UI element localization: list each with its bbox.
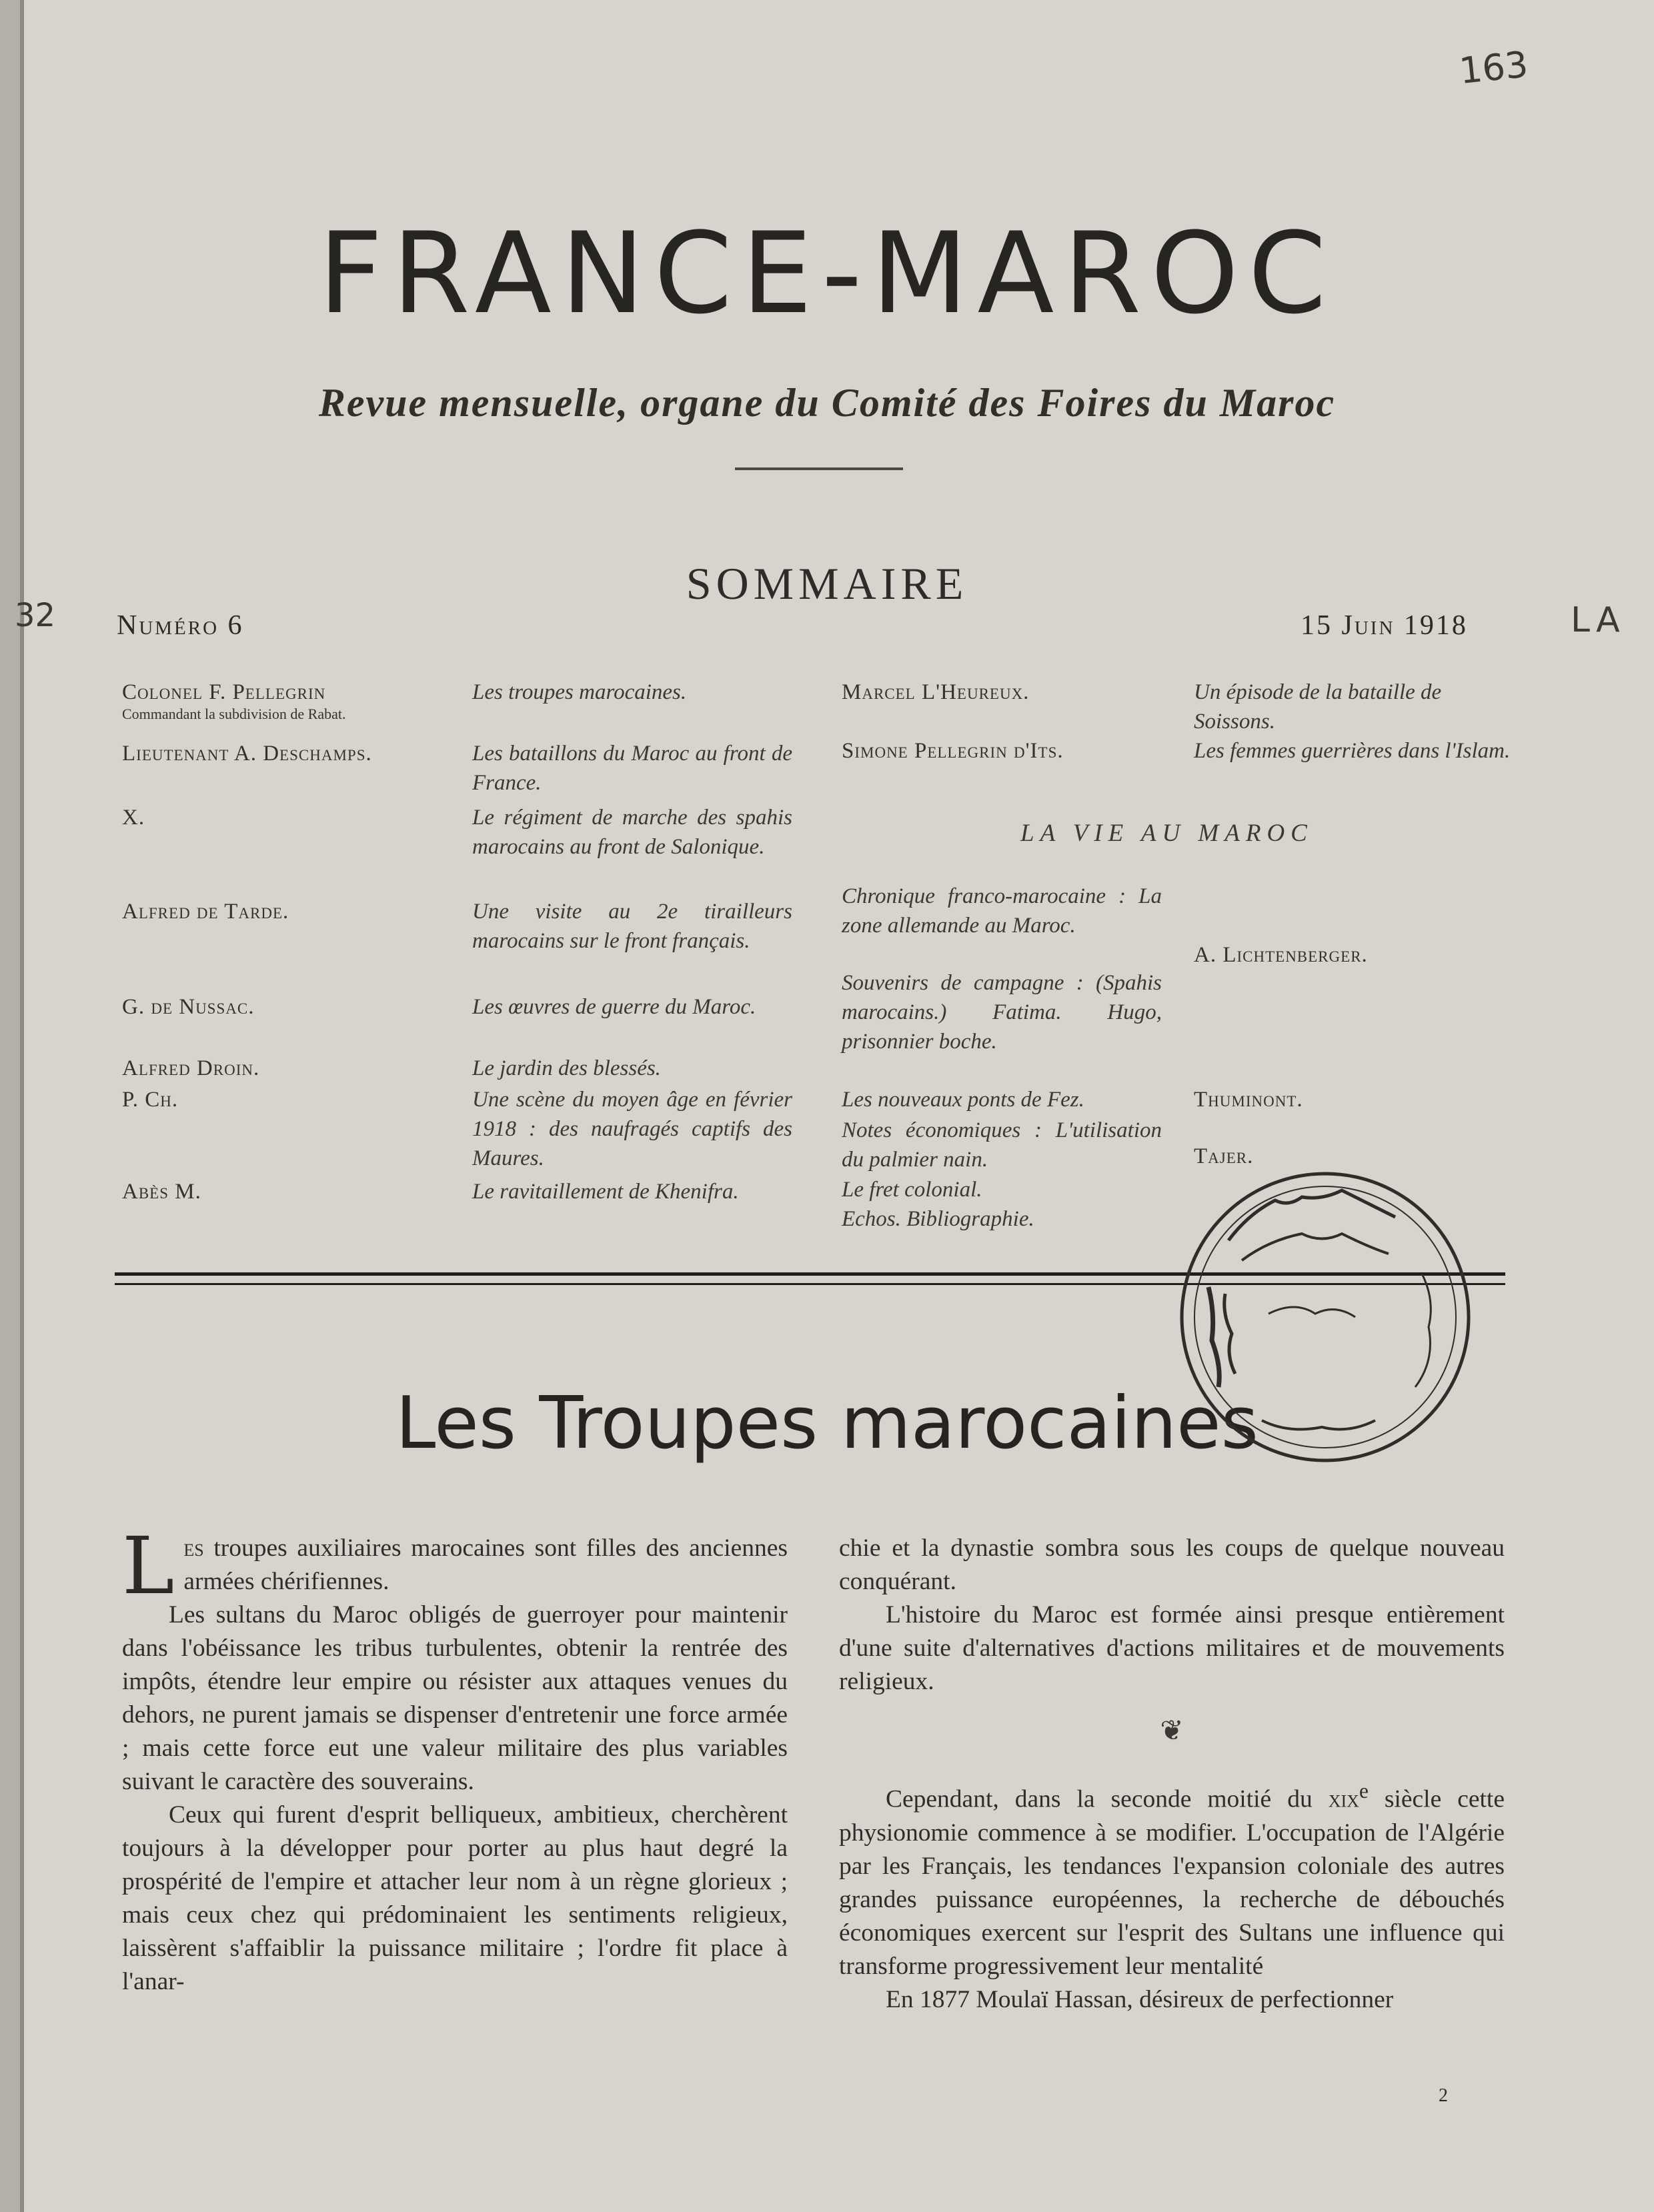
toc-author: Simone Pellegrin d'Its.: [842, 739, 1064, 763]
page-footer-number: 2: [1439, 2085, 1448, 2106]
toc-article-title: Les nouveaux ponts de Fez.: [842, 1088, 1084, 1112]
article-heading: Les Troupes marocaines: [395, 1382, 1259, 1465]
toc-article-title: Notes économiques : L'utilisation du palmier nain.: [842, 1118, 1162, 1172]
toc-author: Lieutenant A. Deschamps.: [122, 742, 372, 766]
magazine-title: FRANCE-MAROC: [318, 208, 1336, 339]
paragraph-text: siècle cette physionomie commence à se modifier. L'occupation de l'Algérie par les Français, les tendances l'expansion coloniale des autres grandes puissance européennes, la recherche de débouchés économiques exercent sur l'esprit des Sultans une influence qui transforme progressivement leur mentalité: [839, 1785, 1505, 1980]
sommaire-heading: SOMMAIRE: [686, 558, 968, 609]
toc-article-title: Les femmes guerrières dans l'Islam.: [1194, 739, 1511, 763]
article-paragraph: Les sultans du Maroc obligés de guerroyer pour maintenir dans l'obéissance les tribus turbulentes, obtenir la rentrée des impôts, étendre leur empire ou résister aux attaques venues du dehors, ne purent jamais se dispenser d'entretenir une force armée ; mais cette force eut une valeur militaire des plus variables suivant le caractère des souverains.: [122, 1601, 788, 1795]
century-numeral: xix: [1328, 1785, 1359, 1813]
handwritten-right-mark: LA: [1571, 600, 1625, 640]
toc-article-title: Un épisode de la bataille de Soissons.: [1194, 680, 1442, 734]
toc-author: A. Lichtenberger.: [1194, 943, 1368, 967]
toc-author: Marcel L'Heureux.: [842, 680, 1030, 704]
toc-article-title: Les bataillons du Maroc au front de France.: [472, 742, 792, 795]
magazine-subtitle: Revue mensuelle, organe du Comité des Foires du Maroc: [318, 381, 1336, 425]
drop-cap: L: [122, 1520, 175, 1612]
article-paragraph: Ceux qui furent d'esprit belliqueux, ambitieux, cherchèrent toujours à la développer pour porter au plus haut degré la prospérité de l'empire et attacher leur nom à un règne glorieux ; mais ceux chez qui prédominaient les sentiments religieux, laissèrent s'affaiblir la puissance militaire ; l'ordre fit place à l'anar-: [122, 1801, 788, 1995]
article-paragraph: L'histoire du Maroc est formée ainsi presque entièrement d'une suite d'alternatives d'actions militaires et de mouvements religieux.: [839, 1601, 1505, 1695]
toc-author-note: Commandant la subdivision de Rabat.: [122, 706, 346, 722]
toc-article-title: Les troupes marocaines.: [472, 680, 687, 704]
century-superscript: e: [1359, 1779, 1369, 1803]
toc-article-title: Une visite au 2e tirailleurs marocains sur le front français.: [472, 900, 792, 953]
toc-author: X.: [122, 806, 145, 830]
toc-article-title: Une scène du moyen âge en février 1918 : des naufragés captifs des Maures.: [472, 1088, 792, 1170]
toc-author: P. Ch.: [122, 1088, 179, 1112]
article-paragraph: chie et la dynastie sombra sous les coups de quelque nouveau conquérant.: [839, 1534, 1505, 1595]
toc-article-title: Les œuvres de guerre du Maroc.: [472, 995, 756, 1019]
toc-article-title: Le jardin des blessés.: [472, 1056, 661, 1080]
handwritten-page-number: 163: [1457, 43, 1531, 93]
toc-article-title: Le ravitaillement de Khenifra.: [472, 1180, 739, 1204]
paragraph-text: troupes auxiliaires marocaines sont filles des anciennes armées chérifiennes.: [183, 1534, 788, 1595]
toc-author: Alfred Droin.: [122, 1056, 260, 1080]
issue-number: Numéro 6: [117, 610, 244, 641]
toc-author: Colonel F. Pellegrin: [122, 680, 326, 704]
opening-word-rest: es: [183, 1534, 204, 1562]
toc-author: Abès M.: [122, 1180, 201, 1204]
toc-article-title: Chronique franco-marocaine : La zone allemande au Maroc.: [842, 884, 1162, 938]
article-column-left: [122, 1520, 788, 1999]
vie-au-maroc-heading: LA VIE AU MAROC: [1020, 820, 1313, 847]
toc-author: Alfred de Tarde.: [122, 900, 289, 924]
library-stamp: [1168, 1160, 1482, 1474]
ornament-icon: ❦: [1160, 1716, 1184, 1747]
article-paragraph: [122, 1520, 788, 1612]
article-column-right: [839, 1532, 1505, 2017]
issue-date: 15 Juin 1918: [1301, 610, 1468, 641]
toc-article-title: Souvenirs de campagne : (Spahis marocains.) Fatima. Hugo, prisonnier boche.: [842, 971, 1162, 1054]
toc-article-title: Echos. Bibliographie.: [842, 1207, 1034, 1231]
toc-article-title: Le régiment de marche des spahis marocains au front de Salonique.: [472, 806, 792, 859]
article-paragraph: En 1877 Moulaï Hassan, désireux de perfectionner: [886, 1985, 1394, 2013]
article-paragraph: [839, 1775, 1505, 1983]
toc-article-title: Le fret colonial.: [842, 1178, 982, 1202]
toc-author: Tajer.: [1194, 1144, 1254, 1168]
title-divider: [735, 467, 903, 470]
handwritten-left-mark: 32: [15, 597, 56, 634]
toc-author: Thuminont.: [1194, 1088, 1303, 1112]
toc-author: G. de Nussac.: [122, 995, 255, 1019]
paragraph-text: Cependant, dans la seconde moitié du: [886, 1785, 1329, 1813]
